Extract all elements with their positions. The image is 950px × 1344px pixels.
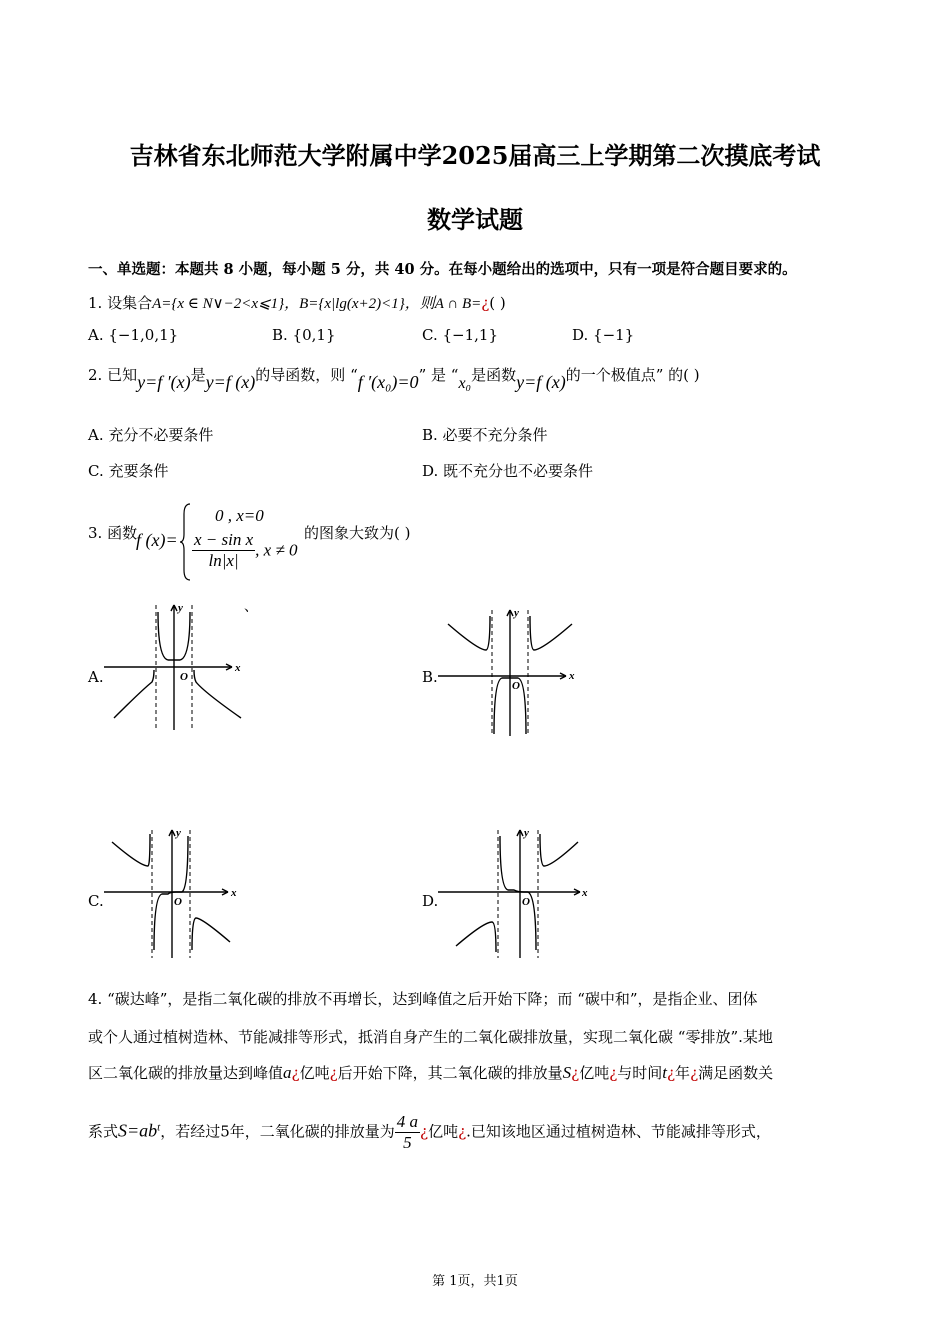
q2-option-b: B. 必要不充分条件 (422, 426, 548, 444)
graph-c-y-label: y (176, 827, 181, 839)
q4-qmark-1: ¿ (291, 1064, 300, 1082)
q1-option-a: A. {−1,0,1} (88, 326, 179, 344)
q1-option-b: B. {0,1} (272, 326, 336, 344)
q2-m5: y=f (x) (516, 372, 566, 392)
q4-qmark-8: ¿ (458, 1122, 467, 1141)
q4-l4d: .已知该地区通过植树造林、节能减排等形式， (466, 1122, 771, 1141)
q4-qmark-6: ¿ (690, 1064, 699, 1082)
q3-case2 (192, 530, 298, 571)
q4-line-4 (88, 1112, 771, 1153)
graph-a-origin: O (180, 671, 188, 683)
q3-graph-b (438, 606, 588, 741)
q4-l4b: ，若经过5年，二氧化碳的排放量为 (160, 1122, 395, 1141)
graph-c-origin: O (174, 896, 182, 908)
graph-d-origin: O (522, 896, 530, 908)
section-heading: 一、单选题：本题共 8 小题，每小题 5 分，共 40 分。在每小题给出的选项中，只有一项是符合题目要求的。 (88, 261, 797, 278)
stray-mark: 、 (244, 599, 258, 615)
q4-qmark-3: ¿ (571, 1064, 580, 1082)
question-2-stem (88, 364, 700, 392)
q4-l3c: 后开始下降，其二氧化碳的排放量 (337, 1064, 563, 1082)
q4-l4m: S=ab (118, 1120, 158, 1141)
page-subtitle: 数学试题 (427, 205, 523, 234)
q4-l3b: 亿吨 (299, 1064, 330, 1082)
q4-l3d: 亿吨 (579, 1064, 610, 1082)
q2-m2: y=f (x) (205, 372, 256, 392)
q1-option-c: C. {−1,1} (422, 326, 498, 344)
q3-brace (180, 502, 192, 582)
q3-suffix: 的图象大致为( ) (304, 524, 411, 542)
q3-graph-a (104, 600, 254, 735)
q1-prefix: 1. 设集合 (88, 294, 153, 312)
q2-p5: 是函数 (471, 366, 517, 384)
q4-l3a: 区二氧化碳的排放量达到峰值 (88, 1064, 284, 1082)
q1-paren: ( ) (489, 294, 506, 312)
q4-l3m2: S (562, 1063, 572, 1082)
q2-m4: x₀ (458, 375, 472, 392)
q3-prefix: 3. 函数 (88, 524, 138, 542)
q4-qmark-5: ¿ (667, 1064, 676, 1082)
q4-line-2: 或个人通过植树造林、节能减排等形式，抵消自身产生的二氧化碳排放量，实现二氧化碳 “零排放”.某地 (88, 1028, 773, 1046)
q1-option-d: D. {−1} (572, 326, 635, 344)
page-footer: 第 1页，共1页 (432, 1274, 518, 1289)
q2-p3: 的导函数，则 “ (255, 366, 358, 384)
q4-l4sup: t (157, 1121, 161, 1134)
q2-option-a: A. 充分不必要条件 (88, 426, 214, 444)
page-title: 吉林省东北师范大学附属中学2025届高三上学期第二次摸底考试 (129, 141, 821, 170)
q3-label-d: D. (422, 892, 439, 910)
q4-qmark-4: ¿ (609, 1064, 618, 1082)
graph-d-x-label: x (582, 887, 588, 899)
q2-option-c: C. 充要条件 (88, 462, 169, 480)
q4-qmark-2: ¿ (329, 1064, 338, 1082)
q4-qmark-7: ¿ (420, 1122, 429, 1141)
q2-p1: 2. 已知 (88, 366, 138, 384)
q4-numerator: 4 a (396, 1112, 419, 1131)
graph-b-origin: O (512, 680, 520, 692)
q4-l3g: 满足函数关 (698, 1064, 774, 1082)
q3-numerator: x − sin x (194, 530, 254, 549)
question-1-stem (88, 292, 506, 313)
q4-line-1: 4. “碳达峰”，是指二氧化碳的排放不再增长，达到峰值之后开始下降；而 “碳中和”，是指企业、团体 (88, 990, 758, 1008)
q4-l4a: 系式 (88, 1122, 119, 1141)
q1-qmark: ¿ (481, 294, 490, 312)
q4-line-3 (88, 1062, 773, 1083)
q3-graph-c (104, 826, 254, 961)
q4-l3f: 年 (675, 1064, 691, 1082)
q4-denominator: 5 (403, 1133, 412, 1152)
q3-case1: 0 , x=0 (215, 506, 264, 525)
q2-m3: f ′(x₀)=0 (357, 372, 419, 392)
q3-label-b: B. (422, 668, 438, 686)
q2-p6: 的一个极值点” 的( ) (565, 366, 700, 384)
graph-a-y-label: y (178, 602, 183, 614)
q1-set-b: B={x|lg(x+2)<1}，则 (299, 296, 435, 312)
q3-denominator: ln|x| (208, 551, 239, 570)
q3-fx: f (x)= (136, 530, 178, 550)
graph-d-y-label: y (524, 827, 529, 839)
q3-label-a: A. (88, 668, 104, 686)
q3-fraction (192, 530, 255, 571)
graph-c-x-label: x (231, 887, 237, 899)
graph-b-y-label: y (514, 607, 519, 619)
q4-l3e: 与时间 (617, 1064, 663, 1082)
q4-fraction (395, 1112, 420, 1153)
q2-option-d: D. 既不充分也不必要条件 (422, 462, 594, 480)
q3-graph-d (438, 826, 588, 961)
q3-label-c: C. (88, 892, 104, 910)
q2-p4: ” 是 “ (418, 366, 459, 384)
q1-set-a: A={x ∈ N∨−2<x⩽1}， (152, 296, 300, 312)
q4-l3m1: a (283, 1063, 292, 1082)
q4-l3m3: t (662, 1063, 667, 1082)
graph-b-x-label: x (569, 670, 575, 682)
q3-case2-cond: , x ≠ 0 (255, 540, 298, 560)
q2-p2: 是 (190, 366, 206, 384)
q4-l4c: 亿吨 (428, 1122, 459, 1141)
q2-m1: y=f ′(x) (137, 372, 191, 392)
graph-a-x-label: x (235, 662, 241, 674)
q1-ask: A ∩ B= (434, 296, 482, 312)
